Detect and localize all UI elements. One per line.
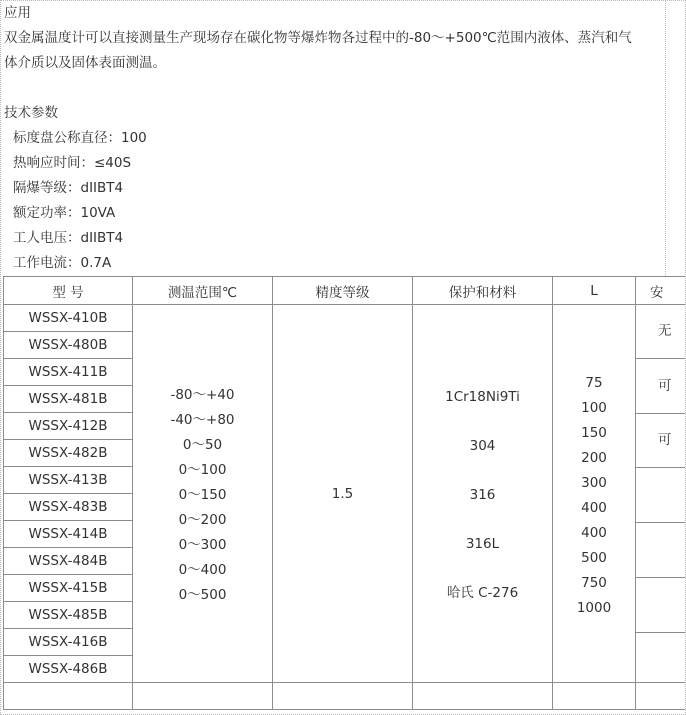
length-value: 750 [581,574,607,591]
length-value: 150 [581,424,607,441]
range-value: 0～500 [178,587,227,603]
description-line-1: 双金属温度计可以直接测量生产现场存在碳化物等爆炸物各过程中的-80～+500℃范围内液体、蒸汽和气 [4,30,632,46]
safety-blank [636,578,686,633]
length-value: 400 [581,524,607,541]
table-row [4,305,686,332]
safety-fragment: 无 [636,305,686,359]
length-value: 1000 [576,599,612,616]
range-value: 0～50 [182,437,223,453]
header-material: 保护和材料 [413,277,553,305]
range-value: 0～100 [178,462,227,478]
material-value: 316 [469,487,496,503]
model-cell: WSSX-412B [4,413,133,440]
length-value: 200 [581,449,607,466]
model-cell: WSSX-480B [4,332,133,359]
model-cell: WSSX-415B [4,575,133,602]
header-accuracy: 精度等级 [273,277,413,305]
tech-param-working-current: 工作电流：0.7A [13,255,112,271]
section-title: 应用 [4,5,31,21]
empty-cell [4,683,133,710]
table-empty-row [4,683,686,710]
tech-param-working-voltage: 工人电压：dIIBT4 [13,230,124,246]
length-value: 75 [585,374,603,391]
safety-blank [636,633,686,683]
model-cell: WSSX-411B [4,359,133,386]
table-header-row [4,277,686,305]
range-value: -40～+80 [170,412,235,428]
header-range: 测温范围℃ [133,277,273,305]
length-value: 500 [581,549,607,566]
accuracy-cell: 1.5 [273,305,413,683]
header-length: L [553,277,636,305]
model-cell: WSSX-413B [4,467,133,494]
material-value: 1Cr18Ni9Ti [445,389,520,405]
empty-cell [636,683,686,710]
spec-table [3,276,686,710]
model-cell: WSSX-414B [4,521,133,548]
model-cell: WSSX-482B [4,440,133,467]
description-line-2: 体介质以及固体表面测温。 [4,55,166,71]
length-cell [553,305,636,683]
length-value: 400 [581,499,607,516]
empty-cell [413,683,553,710]
range-value: -80～+40 [170,387,235,403]
header-safety: 安 [636,277,686,305]
range-value: 0～400 [178,562,227,578]
tech-param-response-time: 热响应时间：≤40S [13,155,132,171]
tech-param-explosion-grade: 隔爆等级：dIIBT4 [13,180,124,196]
empty-cell [273,683,413,710]
safety-blank [636,468,686,523]
model-cell: WSSX-416B [4,629,133,656]
material-value: 哈氏 C-276 [446,585,519,601]
length-value: 100 [581,399,607,416]
model-cell: WSSX-484B [4,548,133,575]
range-value: 0～200 [178,512,227,528]
right-divider [665,1,666,276]
model-cell: WSSX-485B [4,602,133,629]
safety-fragment: 可 [636,359,686,414]
range-value: 0～150 [178,487,227,503]
material-value: 316L [465,536,500,552]
tech-param-dial-diameter: 标度盘公称直径：100 [13,130,147,146]
range-value: 0～300 [178,537,227,553]
safety-fragment: 可 [636,414,686,468]
model-cell: WSSX-486B [4,656,133,683]
tech-params-title: 技术参数 [4,105,58,121]
safety-blank [636,523,686,578]
header-model: 型 号 [4,277,133,305]
empty-cell [133,683,273,710]
tech-param-rated-power: 额定功率：10VA [13,205,116,221]
material-cell [413,305,553,683]
model-cell: WSSX-483B [4,494,133,521]
length-value: 300 [581,474,607,491]
material-value: 304 [469,438,496,454]
model-cell: WSSX-410B [4,305,133,332]
empty-cell [553,683,636,710]
range-cell [133,305,273,683]
safety-cell [636,305,686,683]
model-cell: WSSX-481B [4,386,133,413]
